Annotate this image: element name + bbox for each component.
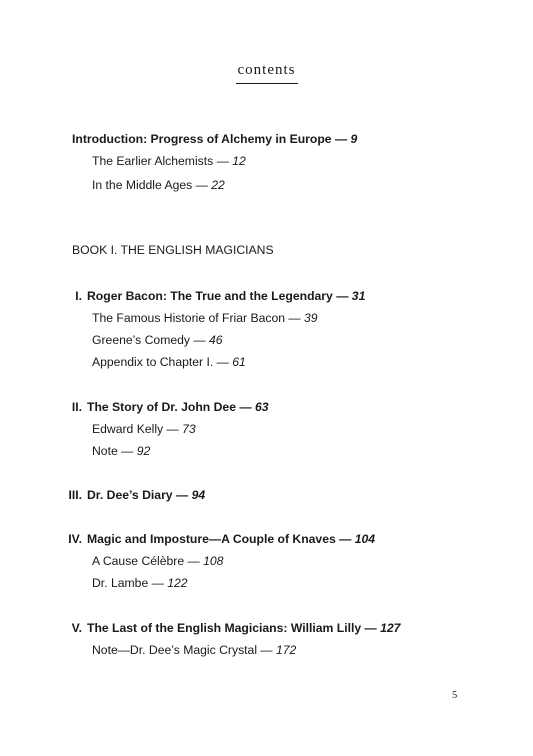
toc-subentry: Appendix to Chapter I. — 61 [92, 355, 246, 369]
toc-subentry: The Famous Historie of Friar Bacon — 39 [92, 311, 318, 325]
book-heading: BOOK I. THE ENGLISH MAGICIANS [72, 243, 274, 257]
toc-page-number: 12 [232, 154, 246, 168]
toc-chapter-3: III. Dr. Dee’s Diary — 94 [64, 488, 205, 502]
toc-chapter-4: IV. Magic and Imposture—A Couple of Knaves — 104 [64, 532, 375, 546]
toc-subentry: Dr. Lambe — 122 [92, 576, 188, 590]
toc-chapter-5: V. The Last of the English Magicians: William Lilly — 127 [64, 621, 400, 635]
toc-page-number: 9 [350, 132, 358, 146]
toc-page-number: 22 [211, 178, 225, 192]
toc-subentry: Greene’s Comedy — 46 [92, 333, 223, 347]
toc-page-number: 108 [203, 554, 224, 568]
toc-page-number: 122 [167, 576, 188, 590]
toc-page-number: 63 [254, 400, 269, 414]
toc-page-number: 39 [304, 311, 318, 325]
toc-subentry: In the Middle Ages — 22 [92, 178, 225, 192]
toc-page-number: 172 [276, 643, 297, 657]
toc-page-number: 104 [354, 532, 376, 546]
toc-page-number: 46 [208, 333, 223, 347]
toc-page-number: 73 [182, 422, 196, 436]
toc-entry-introduction: Introduction: Progress of Alchemy in Europe — 9 [72, 132, 358, 146]
chapter-numeral: III. [68, 488, 82, 502]
chapter-numeral: IV. [68, 532, 82, 546]
toc-subentry: A Cause Célèbre — 108 [92, 554, 224, 568]
toc-subentry: Edward Kelly — 73 [92, 422, 196, 436]
toc-page-number: 31 [351, 289, 366, 303]
toc-page-number: 92 [136, 444, 151, 458]
toc-subentry: Note—Dr. Dee’s Magic Crystal — 172 [92, 643, 297, 657]
toc-subentry: The Earlier Alchemists — 12 [92, 154, 246, 168]
chapter-numeral: V. [71, 621, 82, 635]
toc-page-number: 94 [191, 488, 206, 502]
page-number: 5 [452, 690, 458, 701]
contents-heading: contents [0, 62, 533, 84]
chapter-numeral: I. [75, 289, 82, 303]
chapter-numeral: II. [71, 400, 82, 414]
toc-page-number: 61 [232, 355, 246, 369]
toc-page-number: 127 [380, 621, 401, 635]
toc-subentry: Note — 92 [92, 444, 151, 458]
toc-chapter-1: I. Roger Bacon: The True and the Legendary — 31 [64, 289, 365, 303]
toc-chapter-2: II. The Story of Dr. John Dee — 63 [64, 400, 269, 414]
